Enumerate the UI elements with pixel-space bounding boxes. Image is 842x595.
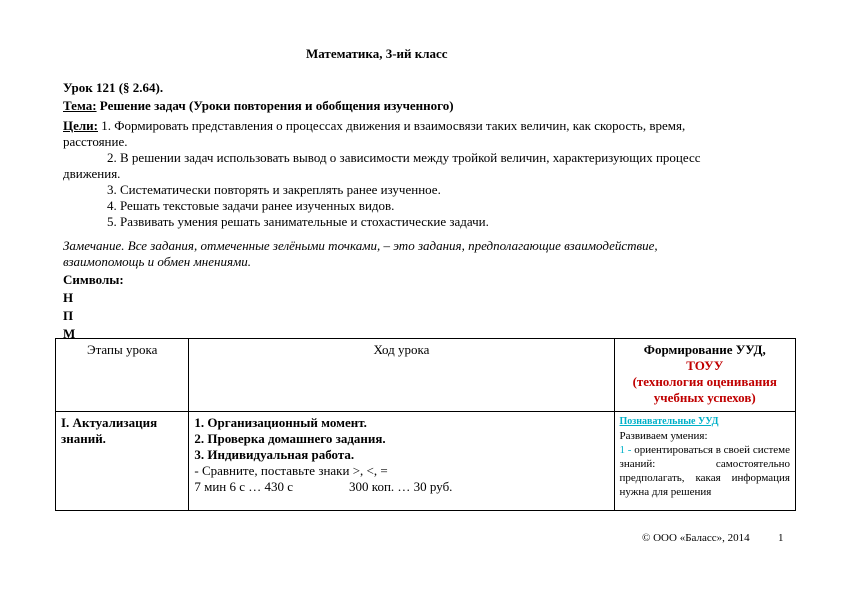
row1-item-3: 3. Индивидуальная работа.	[194, 447, 355, 462]
goal-3: 3. Систематически повторять и закреплять ранее изученное.	[107, 182, 441, 197]
lesson-topic	[63, 98, 454, 114]
goal-5: 5. Развивать умения решать занимательные и стохастические задачи.	[107, 214, 489, 229]
header-uud-label: Формирование УУД,	[643, 342, 766, 357]
header-touu-full: (технология оценивания учебных успехов)	[632, 374, 777, 405]
row1-example-2: 300 коп. … 30 руб.	[349, 479, 453, 494]
footer-copyright: © ООО «Баласс», 2014	[642, 532, 750, 544]
row1-uud	[614, 412, 796, 511]
topic-text: Решение задач (Уроки повторения и обобщения изученного)	[96, 98, 454, 113]
uud-intro: Развиваем умения:	[619, 430, 708, 442]
goal-1b: расстояние.	[63, 134, 128, 149]
row1-item-1: 1. Организационный момент.	[194, 415, 367, 430]
table-header-row	[56, 339, 796, 412]
row1-stage: I. Актуализация знаний.	[56, 412, 189, 511]
topic-label: Тема:	[63, 98, 97, 113]
row1-item-2: 2. Проверка домашнего задания.	[194, 431, 386, 446]
document-title: Математика, 3-ий класс	[306, 46, 448, 61]
header-stages: Этапы урока	[56, 339, 189, 412]
uud-title: Познавательные УУД	[619, 416, 719, 427]
symbol-m: М	[63, 326, 76, 341]
uud-num: 1	[619, 444, 625, 456]
header-course: Ход урока	[189, 339, 614, 412]
goals-label: Цели:	[63, 118, 98, 133]
goal-2a: 2. В решении задач использовать вывод о зависимости между тройкой величин, характеризующих процесс	[107, 150, 701, 165]
uud-text	[619, 443, 791, 498]
row1-examples	[194, 479, 608, 495]
goal-4: 4. Решать текстовые задачи ранее изученных видов.	[107, 198, 395, 213]
uud-dash: -	[625, 444, 635, 456]
header-touu: ТОУУ	[686, 358, 724, 373]
row1-course	[189, 412, 614, 511]
goal-1a: 1. Формировать представления о процессах движения и взаимосвязи таких величин, как скорость, время,	[98, 118, 686, 133]
lesson-table	[55, 338, 796, 511]
symbol-p: П	[63, 308, 74, 323]
row1-example-1: 7 мин 6 с … 430 с	[194, 479, 294, 494]
row1-task: - Сравните, поставьте знаки >, <, =	[194, 463, 388, 478]
header-uud	[614, 339, 796, 412]
lesson-goals	[63, 118, 701, 230]
lesson-number: Урок 121 (§ 2.64).	[63, 80, 164, 95]
uud-body: ориентироваться в своей системе знаний: самостоятельно предполагать, какая информация нужна для решения	[619, 444, 791, 498]
table-row	[56, 412, 796, 511]
symbol-n: Н	[63, 290, 74, 305]
note-line-2: взаимопомощь и обмен мнениями.	[63, 254, 252, 269]
note	[63, 238, 658, 270]
note-line-1: Замечание. Все задания, отмеченные зелёными точками, – это задания, предполагающие взаимодействие,	[63, 238, 658, 253]
goal-2b: движения.	[63, 166, 121, 181]
page-number: 1	[778, 532, 784, 544]
symbols-label: Символы:	[63, 272, 124, 287]
